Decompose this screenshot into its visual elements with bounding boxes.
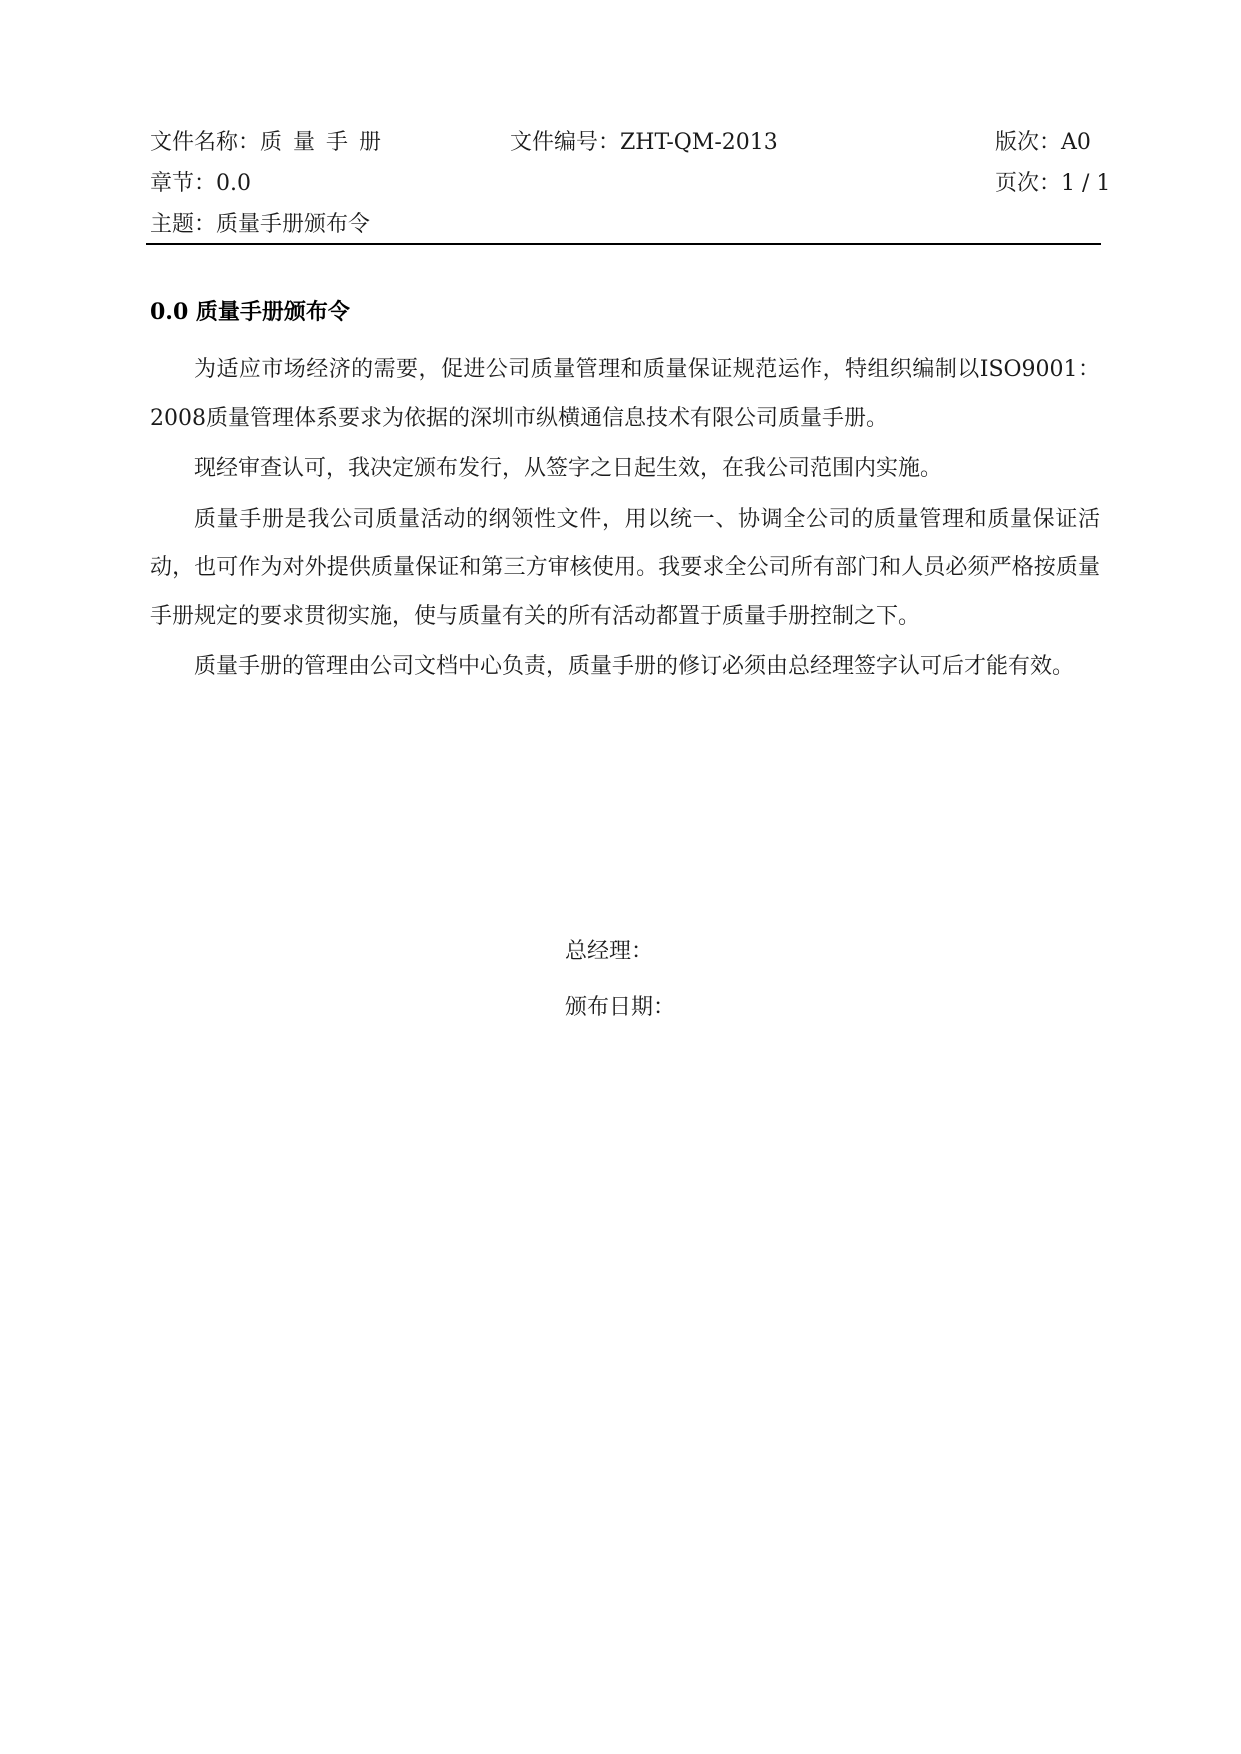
chapter	[150, 163, 251, 204]
file-name-label: 文件名称：	[150, 130, 261, 155]
version-label: 版次：	[995, 130, 1062, 155]
paragraph-2: 现经审查认可，我决定颁布发行，从签字之日起生效，在我公司范围内实施。	[194, 456, 943, 481]
header-row-3	[150, 204, 1100, 245]
page-value: 1 / 1	[1061, 171, 1111, 196]
header-row-2	[150, 163, 1111, 204]
general-manager-label: 总经理：	[565, 939, 654, 964]
paragraph-1: 为适应市场经济的需要，促进公司质量管理和质量保证规范运作，特组织编制以ISO9001：2008质量管理体系要求为依据的深圳市纵横通信息技术有限公司质量手册。	[150, 357, 1100, 431]
subject	[150, 204, 370, 245]
subject-value: 质量手册颁布令	[216, 212, 371, 237]
file-number-label: 文件编号：	[510, 130, 621, 155]
file-number	[510, 122, 778, 163]
paragraph-4: 质量手册的管理由公司文档中心负责，质量手册的修订必须由总经理签字认可后才能有效。	[194, 654, 1075, 679]
chapter-value: 0.0	[216, 171, 252, 196]
file-number-value: ZHT-QM-2013	[620, 130, 778, 155]
subject-label: 主题：	[150, 212, 217, 237]
issue-date-label: 颁布日期：	[565, 995, 676, 1020]
file-name	[150, 122, 392, 163]
signature-block	[565, 924, 675, 1036]
page-number	[995, 163, 1110, 204]
file-name-value: 质量手册	[260, 130, 393, 155]
version-value: A0	[1061, 130, 1091, 155]
header-row-1	[150, 122, 1100, 163]
section-title: 0.0 质量手册颁布令	[150, 299, 350, 325]
paragraph-3: 质量手册是我公司质量活动的纲领性文件，用以统一、协调全公司的质量管理和质量保证活动，也可作为对外提供质量保证和第三方审核使用。我要求全公司所有部门和人员必须严格按质量手册规定的要求贯彻实施，使与质量有关的所有活动都置于质量手册控制之下。	[150, 506, 1100, 629]
header-divider	[146, 243, 1101, 245]
document-header	[150, 122, 1111, 245]
version	[995, 122, 1091, 163]
body-text	[150, 346, 1100, 694]
page-label: 页次：	[995, 171, 1062, 196]
chapter-label: 章节：	[150, 171, 217, 196]
